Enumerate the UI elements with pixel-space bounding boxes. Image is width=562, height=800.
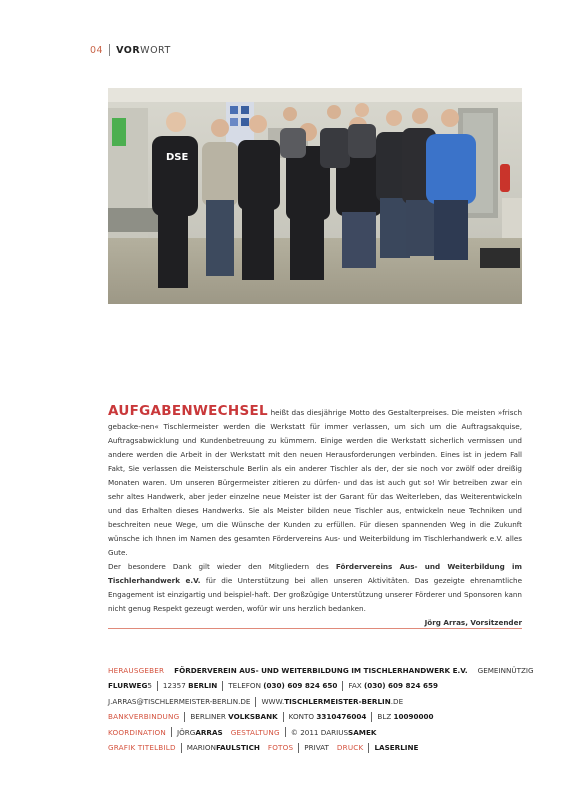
page-number: 04 [90,44,104,56]
page-header [90,44,171,56]
website-prefix: WWW. [261,696,285,706]
imprint-row-bank [108,709,528,724]
cover-graphic-first-name: MARION [186,743,216,753]
website-suffix: .DE [390,696,404,706]
design-label: GESTALTUNG [230,727,280,737]
imprint-separator [283,712,284,722]
publisher-label: HERAUSGEBER [108,666,165,675]
photos-value: PRIVAT [304,743,329,753]
bank-label: BANKVERBINDUNG [108,712,180,722]
design-last-name: SAMEK [348,727,377,737]
zip-code: 12357 [162,681,186,691]
account-label: KONTO [288,712,315,722]
phone-label: TELEFON [228,681,261,691]
non-profit-note: GEMEINNÜTZIG [477,666,534,675]
imprint-separator [181,743,182,753]
imprint-separator [157,681,158,691]
imprint-separator [171,727,172,737]
print-label: DRUCK [336,743,364,753]
phone-number: (030) 609 824 650 [263,681,338,691]
section-title-bold: VOR [116,44,141,56]
city: BERLIN [188,681,218,691]
design-copyright: © 2011 DARIUS [290,727,349,737]
imprint-separator [222,681,223,691]
article-body [108,404,522,630]
imprint-separator [342,681,343,691]
cover-graphic-label: GRAFIK TITELBILD [108,743,176,753]
section-title [116,45,171,56]
bank-name: VOLKSBANK [228,712,278,722]
email-link[interactable]: J.ARRAS@TISCHLERMEISTER-BERLIN.DE [108,696,251,706]
bank-code: 10090000 [393,712,434,722]
coordination-label: KOORDINATION [108,727,166,737]
bank-name-prefix: BERLINER [190,712,226,722]
imprint-row-credits-2 [108,740,528,755]
article-paragraph-1 [108,404,522,560]
photos-label: FOTOS [267,743,294,753]
article-paragraph-2 [108,560,522,616]
article-paragraph-2-bold: Fördervereins Aus- und Weiterbildung im Tischlerhandwerk e.V. [108,562,522,585]
article-lead: AUFGABENWECHSEL [108,403,268,419]
imprint-row-publisher [108,663,534,678]
imprint-separator [371,712,372,722]
account-number: 3310476004 [316,712,367,722]
fax-label: FAX [348,681,362,691]
section-title-rest: WORT [140,44,171,56]
print-value: LASERLINE [374,743,419,753]
website-domain: TISCHLERMEISTER-BERLIN [284,696,391,706]
publisher-name: FÖRDERVEREIN AUS- UND WEITERBILDUNG IM TISCHLERHANDWERK E.V. [174,666,468,675]
imprint-separator [368,743,369,753]
website-link[interactable] [261,694,403,709]
header-divider [109,44,110,56]
street-number: 5 [147,681,152,691]
imprint-separator [285,727,286,737]
cover-graphic-last-name: FAULSTICH [215,743,260,753]
street-name: FLURWEG [108,681,148,691]
article-paragraph-2-post: für die Unterstützung bei allen unseren Aktivitäten. Das gezeigte ehrenamtliche Engagement ist einzigartig und beispiel-haft. Der großzügige Unterstützung unserer Förderer und Sponsoren kann nicht genug Respekt gezeugt werden, wofür wir uns herzlich bedanken. [108,576,522,613]
coordination-first-name: JÖRG [176,727,196,737]
article-paragraph-1-text: heißt das diesjährige Motto des Gestalterpreises. Die meisten »frisch gebacke-nen« Tischlermeister werden die Werkstatt für immer verlassen, um sich um die Auftragsakquise, Auftragsabwicklung und Kundenbetreuung zu kümmern. Einige werden die Werkstatt sicherlich vermissen und andere werden die Arbeit in der Werkstatt mit den neuen Herausforderungen verbinden. Eines ist in jedem Fall Fakt, Sie verlassen die Meisterschule Berlin als ein anderer Tischler als der, der sie noch vor zwölf oder dreißig Monaten waren. Um unseren Bürgermeister zitieren zu dürfen- und das ist auch gut so! Wir betreiben zwar ein sehr altes Handwerk, aber jeder einzelne neue Meister ist der Garant für das Weiterleben, das Weiterentwickeln und das Erhalten dieses Handwerks. Sie als Meister bilden neue Tischler aus, entwickeln neue Techniken und beschreiten neue Wege, um die Wünsche der Kunden zu erfüllen. Für diesen spannenden Weg in die Zukunft wünsche ich Ihnen im Namen des gesamten Fördervereins Aus- und Weiterbildung im Tischlerhandwerk e.V. alles Gute. [108,408,522,557]
signature-text: Jörg Arras, Vorsitzender [424,618,522,627]
imprint [108,663,534,755]
svg-text:DSE: DSE [166,152,189,163]
divider-line [108,628,522,629]
group-photo [108,88,522,304]
imprint-separator [298,743,299,753]
imprint-row-web [108,694,528,709]
imprint-row-address [108,678,528,693]
bank-code-label: BLZ [377,712,392,722]
article-paragraph-2-pre: Der besondere Dank gilt wieder den Mitgliedern des [108,562,336,571]
imprint-row-credits-1 [108,725,528,740]
fax-number: (030) 609 824 659 [363,681,439,691]
imprint-separator [255,697,256,707]
imprint-separator [184,712,185,722]
coordination-last-name: ARRAS [195,727,223,737]
